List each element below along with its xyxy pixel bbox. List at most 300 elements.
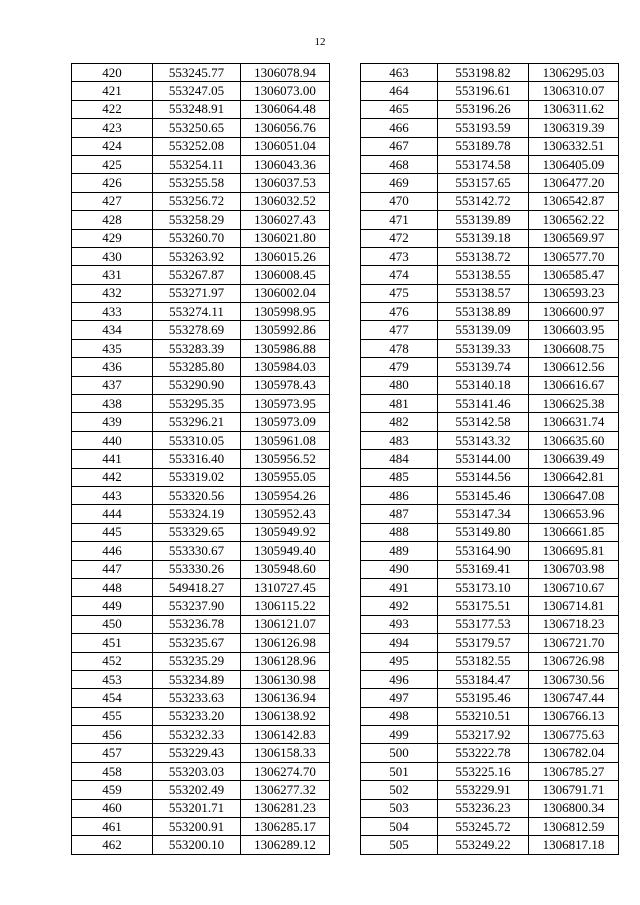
point-number-cell: 498 — [361, 707, 438, 725]
point-number-cell: 444 — [72, 505, 153, 523]
y-coordinate-cell: 1310727.45 — [241, 578, 330, 596]
point-number-cell: 442 — [72, 468, 153, 486]
table-row — [72, 542, 330, 560]
x-coordinate-cell: 549418.27 — [153, 578, 241, 596]
y-coordinate-cell: 1306310.07 — [529, 82, 619, 100]
point-number-cell: 499 — [361, 726, 438, 744]
table-row — [361, 505, 619, 523]
y-coordinate-cell: 1306405.09 — [529, 155, 619, 173]
table-row — [72, 266, 330, 284]
y-coordinate-cell: 1306747.44 — [529, 689, 619, 707]
x-coordinate-cell: 553233.20 — [153, 707, 241, 725]
table-row — [361, 339, 619, 357]
point-number-cell: 443 — [72, 486, 153, 504]
point-number-cell: 436 — [72, 358, 153, 376]
point-number-cell: 446 — [72, 542, 153, 560]
point-number-cell: 447 — [72, 560, 153, 578]
x-coordinate-cell: 553164.90 — [438, 542, 529, 560]
x-coordinate-cell: 553200.10 — [153, 836, 241, 854]
point-number-cell: 483 — [361, 431, 438, 449]
table-row — [72, 523, 330, 541]
y-coordinate-cell: 1305949.40 — [241, 542, 330, 560]
table-row — [72, 597, 330, 615]
point-number-cell: 448 — [72, 578, 153, 596]
x-coordinate-cell: 553271.97 — [153, 284, 241, 302]
point-number-cell: 421 — [72, 82, 153, 100]
y-coordinate-cell: 1306600.97 — [529, 303, 619, 321]
point-number-cell: 434 — [72, 321, 153, 339]
point-number-cell: 449 — [72, 597, 153, 615]
y-coordinate-cell: 1306800.34 — [529, 799, 619, 817]
x-coordinate-cell: 553245.72 — [438, 818, 529, 836]
point-number-cell: 459 — [72, 781, 153, 799]
table-row — [72, 762, 330, 780]
point-number-cell: 458 — [72, 762, 153, 780]
y-coordinate-cell: 1305948.60 — [241, 560, 330, 578]
point-number-cell: 428 — [72, 211, 153, 229]
x-coordinate-cell: 553260.70 — [153, 229, 241, 247]
x-coordinate-cell: 553236.78 — [153, 615, 241, 633]
table-row — [72, 560, 330, 578]
y-coordinate-cell: 1305961.08 — [241, 431, 330, 449]
y-coordinate-cell: 1306064.48 — [241, 100, 330, 118]
table-row — [361, 542, 619, 560]
point-number-cell: 452 — [72, 652, 153, 670]
x-coordinate-cell: 553138.57 — [438, 284, 529, 302]
x-coordinate-cell: 553138.55 — [438, 266, 529, 284]
table-row — [72, 358, 330, 376]
y-coordinate-cell: 1306817.18 — [529, 836, 619, 854]
table-row — [72, 284, 330, 302]
table-row — [72, 64, 330, 82]
x-coordinate-cell: 553139.18 — [438, 229, 529, 247]
point-number-cell: 470 — [361, 192, 438, 210]
table-row — [361, 615, 619, 633]
y-coordinate-cell: 1306782.04 — [529, 744, 619, 762]
y-coordinate-cell: 1306766.13 — [529, 707, 619, 725]
table-row — [361, 119, 619, 137]
x-coordinate-cell: 553174.58 — [438, 155, 529, 173]
table-row — [72, 836, 330, 854]
table-row — [361, 597, 619, 615]
y-coordinate-cell: 1306710.67 — [529, 578, 619, 596]
point-number-cell: 484 — [361, 450, 438, 468]
y-coordinate-cell: 1305986.88 — [241, 339, 330, 357]
x-coordinate-cell: 553147.34 — [438, 505, 529, 523]
point-number-cell: 462 — [72, 836, 153, 854]
y-coordinate-cell: 1305992.86 — [241, 321, 330, 339]
point-number-cell: 480 — [361, 376, 438, 394]
point-number-cell: 441 — [72, 450, 153, 468]
y-coordinate-cell: 1306285.17 — [241, 818, 330, 836]
table-row — [72, 450, 330, 468]
table-row — [72, 468, 330, 486]
table-row — [361, 303, 619, 321]
y-coordinate-cell: 1306289.12 — [241, 836, 330, 854]
point-number-cell: 496 — [361, 670, 438, 688]
point-number-cell: 471 — [361, 211, 438, 229]
point-number-cell: 440 — [72, 431, 153, 449]
y-coordinate-cell: 1306661.85 — [529, 523, 619, 541]
x-coordinate-cell: 553324.19 — [153, 505, 241, 523]
table-row — [361, 321, 619, 339]
table-row — [72, 119, 330, 137]
point-number-cell: 505 — [361, 836, 438, 854]
table-row — [361, 247, 619, 265]
x-coordinate-cell: 553142.72 — [438, 192, 529, 210]
y-coordinate-cell: 1306477.20 — [529, 174, 619, 192]
table-row — [72, 652, 330, 670]
x-coordinate-cell: 553179.57 — [438, 634, 529, 652]
y-coordinate-cell: 1306703.98 — [529, 560, 619, 578]
x-coordinate-cell: 553177.53 — [438, 615, 529, 633]
point-number-cell: 453 — [72, 670, 153, 688]
x-coordinate-cell: 553139.33 — [438, 339, 529, 357]
x-coordinate-cell: 553173.10 — [438, 578, 529, 596]
point-number-cell: 465 — [361, 100, 438, 118]
x-coordinate-cell: 553283.39 — [153, 339, 241, 357]
point-number-cell: 494 — [361, 634, 438, 652]
x-coordinate-cell: 553225.16 — [438, 762, 529, 780]
x-coordinate-cell: 553247.05 — [153, 82, 241, 100]
point-number-cell: 420 — [72, 64, 153, 82]
y-coordinate-cell: 1306730.56 — [529, 670, 619, 688]
x-coordinate-cell: 553319.02 — [153, 468, 241, 486]
y-coordinate-cell: 1306718.23 — [529, 615, 619, 633]
table-row — [72, 615, 330, 633]
x-coordinate-cell: 553149.80 — [438, 523, 529, 541]
x-coordinate-cell: 553330.26 — [153, 560, 241, 578]
x-coordinate-cell: 553330.67 — [153, 542, 241, 560]
point-number-cell: 495 — [361, 652, 438, 670]
table-row — [72, 174, 330, 192]
table-row — [72, 486, 330, 504]
x-coordinate-cell: 553229.91 — [438, 781, 529, 799]
x-coordinate-cell: 553198.82 — [438, 64, 529, 82]
table-row — [361, 358, 619, 376]
point-number-cell: 455 — [72, 707, 153, 725]
y-coordinate-cell: 1306073.00 — [241, 82, 330, 100]
table-row — [72, 431, 330, 449]
y-coordinate-cell: 1306647.08 — [529, 486, 619, 504]
point-number-cell: 435 — [72, 339, 153, 357]
x-coordinate-cell: 553274.11 — [153, 303, 241, 321]
table-row — [72, 799, 330, 817]
table-row — [361, 634, 619, 652]
point-number-cell: 439 — [72, 413, 153, 431]
y-coordinate-cell: 1306332.51 — [529, 137, 619, 155]
y-coordinate-cell: 1306562.22 — [529, 211, 619, 229]
table-row — [72, 634, 330, 652]
table-row — [361, 82, 619, 100]
table-row — [361, 376, 619, 394]
y-coordinate-cell: 1306115.22 — [241, 597, 330, 615]
y-coordinate-cell: 1305954.26 — [241, 486, 330, 504]
x-coordinate-cell: 553157.65 — [438, 174, 529, 192]
table-row — [72, 137, 330, 155]
point-number-cell: 486 — [361, 486, 438, 504]
x-coordinate-cell: 553278.69 — [153, 321, 241, 339]
y-coordinate-cell: 1305973.09 — [241, 413, 330, 431]
x-coordinate-cell: 553249.22 — [438, 836, 529, 854]
point-number-cell: 493 — [361, 615, 438, 633]
table-row — [361, 229, 619, 247]
y-coordinate-cell: 1306542.87 — [529, 192, 619, 210]
x-coordinate-cell: 553258.29 — [153, 211, 241, 229]
coordinates-table-left — [71, 63, 330, 855]
table-row — [361, 836, 619, 854]
x-coordinate-cell: 553310.05 — [153, 431, 241, 449]
point-number-cell: 481 — [361, 395, 438, 413]
point-number-cell: 482 — [361, 413, 438, 431]
table-row — [361, 818, 619, 836]
y-coordinate-cell: 1305956.52 — [241, 450, 330, 468]
table-row — [361, 211, 619, 229]
x-coordinate-cell: 553140.18 — [438, 376, 529, 394]
y-coordinate-cell: 1306785.27 — [529, 762, 619, 780]
page-number: 12 — [314, 36, 326, 48]
point-number-cell: 476 — [361, 303, 438, 321]
y-coordinate-cell: 1306577.70 — [529, 247, 619, 265]
point-number-cell: 477 — [361, 321, 438, 339]
table-row — [72, 818, 330, 836]
x-coordinate-cell: 553144.56 — [438, 468, 529, 486]
y-coordinate-cell: 1306142.83 — [241, 726, 330, 744]
table-row — [72, 211, 330, 229]
point-number-cell: 426 — [72, 174, 153, 192]
x-coordinate-cell: 553232.33 — [153, 726, 241, 744]
table-row — [361, 670, 619, 688]
y-coordinate-cell: 1306126.98 — [241, 634, 330, 652]
table-row — [361, 266, 619, 284]
x-coordinate-cell: 553139.09 — [438, 321, 529, 339]
table-row — [72, 670, 330, 688]
y-coordinate-cell: 1306714.81 — [529, 597, 619, 615]
x-coordinate-cell: 553175.51 — [438, 597, 529, 615]
table-row — [72, 707, 330, 725]
table-row — [72, 303, 330, 321]
y-coordinate-cell: 1306631.74 — [529, 413, 619, 431]
x-coordinate-cell: 553169.41 — [438, 560, 529, 578]
table-row — [361, 744, 619, 762]
x-coordinate-cell: 553248.91 — [153, 100, 241, 118]
x-coordinate-cell: 553245.77 — [153, 64, 241, 82]
x-coordinate-cell: 553252.08 — [153, 137, 241, 155]
x-coordinate-cell: 553263.92 — [153, 247, 241, 265]
point-number-cell: 464 — [361, 82, 438, 100]
x-coordinate-cell: 553320.56 — [153, 486, 241, 504]
x-coordinate-cell: 553200.91 — [153, 818, 241, 836]
table-row — [361, 100, 619, 118]
table-row — [72, 689, 330, 707]
y-coordinate-cell: 1306021.80 — [241, 229, 330, 247]
table-row — [72, 100, 330, 118]
coordinates-table-right — [360, 63, 619, 855]
x-coordinate-cell: 553235.29 — [153, 652, 241, 670]
x-coordinate-cell: 553250.65 — [153, 119, 241, 137]
point-number-cell: 489 — [361, 542, 438, 560]
table-row — [361, 174, 619, 192]
x-coordinate-cell: 553201.71 — [153, 799, 241, 817]
table-row — [72, 744, 330, 762]
table-row — [72, 726, 330, 744]
y-coordinate-cell: 1305998.95 — [241, 303, 330, 321]
x-coordinate-cell: 553138.89 — [438, 303, 529, 321]
table-row — [72, 339, 330, 357]
y-coordinate-cell: 1306311.62 — [529, 100, 619, 118]
x-coordinate-cell: 553141.46 — [438, 395, 529, 413]
point-number-cell: 478 — [361, 339, 438, 357]
y-coordinate-cell: 1306008.45 — [241, 266, 330, 284]
point-number-cell: 425 — [72, 155, 153, 173]
table-row — [361, 284, 619, 302]
x-coordinate-cell: 553193.59 — [438, 119, 529, 137]
y-coordinate-cell: 1306043.36 — [241, 155, 330, 173]
x-coordinate-cell: 553267.87 — [153, 266, 241, 284]
y-coordinate-cell: 1306277.32 — [241, 781, 330, 799]
point-number-cell: 497 — [361, 689, 438, 707]
table-row — [72, 229, 330, 247]
table-row — [361, 523, 619, 541]
table-row — [361, 450, 619, 468]
y-coordinate-cell: 1306037.53 — [241, 174, 330, 192]
x-coordinate-cell: 553196.26 — [438, 100, 529, 118]
y-coordinate-cell: 1306128.96 — [241, 652, 330, 670]
table-row — [361, 707, 619, 725]
table-row — [361, 64, 619, 82]
table-row — [361, 762, 619, 780]
x-coordinate-cell: 553217.92 — [438, 726, 529, 744]
y-coordinate-cell: 1306635.60 — [529, 431, 619, 449]
x-coordinate-cell: 553255.58 — [153, 174, 241, 192]
y-coordinate-cell: 1306295.03 — [529, 64, 619, 82]
point-number-cell: 430 — [72, 247, 153, 265]
point-number-cell: 469 — [361, 174, 438, 192]
table-row — [72, 155, 330, 173]
x-coordinate-cell: 553139.74 — [438, 358, 529, 376]
table-row — [361, 781, 619, 799]
y-coordinate-cell: 1305952.43 — [241, 505, 330, 523]
point-number-cell: 427 — [72, 192, 153, 210]
y-coordinate-cell: 1306653.96 — [529, 505, 619, 523]
y-coordinate-cell: 1305984.03 — [241, 358, 330, 376]
y-coordinate-cell: 1306319.39 — [529, 119, 619, 137]
x-coordinate-cell: 553189.78 — [438, 137, 529, 155]
point-number-cell: 472 — [361, 229, 438, 247]
point-number-cell: 479 — [361, 358, 438, 376]
x-coordinate-cell: 553256.72 — [153, 192, 241, 210]
x-coordinate-cell: 553295.35 — [153, 395, 241, 413]
table-row — [361, 395, 619, 413]
table-row — [72, 505, 330, 523]
y-coordinate-cell: 1306603.95 — [529, 321, 619, 339]
y-coordinate-cell: 1306136.94 — [241, 689, 330, 707]
point-number-cell: 474 — [361, 266, 438, 284]
y-coordinate-cell: 1306032.52 — [241, 192, 330, 210]
table-row — [361, 137, 619, 155]
x-coordinate-cell: 553285.80 — [153, 358, 241, 376]
y-coordinate-cell: 1306027.43 — [241, 211, 330, 229]
y-coordinate-cell: 1306274.70 — [241, 762, 330, 780]
x-coordinate-cell: 553210.51 — [438, 707, 529, 725]
x-coordinate-cell: 553329.65 — [153, 523, 241, 541]
point-number-cell: 500 — [361, 744, 438, 762]
point-number-cell: 445 — [72, 523, 153, 541]
y-coordinate-cell: 1306585.47 — [529, 266, 619, 284]
y-coordinate-cell: 1306138.92 — [241, 707, 330, 725]
y-coordinate-cell: 1306612.56 — [529, 358, 619, 376]
point-number-cell: 454 — [72, 689, 153, 707]
x-coordinate-cell: 553143.32 — [438, 431, 529, 449]
y-coordinate-cell: 1306121.07 — [241, 615, 330, 633]
x-coordinate-cell: 553138.72 — [438, 247, 529, 265]
point-number-cell: 424 — [72, 137, 153, 155]
point-number-cell: 422 — [72, 100, 153, 118]
x-coordinate-cell: 553236.23 — [438, 799, 529, 817]
point-number-cell: 490 — [361, 560, 438, 578]
table-row — [361, 560, 619, 578]
x-coordinate-cell: 553195.46 — [438, 689, 529, 707]
table-row — [72, 321, 330, 339]
x-coordinate-cell: 553139.89 — [438, 211, 529, 229]
x-coordinate-cell: 553142.58 — [438, 413, 529, 431]
y-coordinate-cell: 1306608.75 — [529, 339, 619, 357]
y-coordinate-cell: 1305949.92 — [241, 523, 330, 541]
y-coordinate-cell: 1306791.71 — [529, 781, 619, 799]
table-row — [361, 413, 619, 431]
point-number-cell: 492 — [361, 597, 438, 615]
point-number-cell: 503 — [361, 799, 438, 817]
x-coordinate-cell: 553144.00 — [438, 450, 529, 468]
table-row — [361, 431, 619, 449]
table-row — [72, 413, 330, 431]
point-number-cell: 437 — [72, 376, 153, 394]
point-number-cell: 450 — [72, 615, 153, 633]
x-coordinate-cell: 553202.49 — [153, 781, 241, 799]
y-coordinate-cell: 1306642.81 — [529, 468, 619, 486]
y-coordinate-cell: 1306625.38 — [529, 395, 619, 413]
point-number-cell: 488 — [361, 523, 438, 541]
table-row — [361, 689, 619, 707]
x-coordinate-cell: 553203.03 — [153, 762, 241, 780]
point-number-cell: 457 — [72, 744, 153, 762]
table-row — [361, 468, 619, 486]
x-coordinate-cell: 553235.67 — [153, 634, 241, 652]
point-number-cell: 467 — [361, 137, 438, 155]
point-number-cell: 473 — [361, 247, 438, 265]
point-number-cell: 468 — [361, 155, 438, 173]
y-coordinate-cell: 1306281.23 — [241, 799, 330, 817]
x-coordinate-cell: 553196.61 — [438, 82, 529, 100]
point-number-cell: 432 — [72, 284, 153, 302]
y-coordinate-cell: 1306158.33 — [241, 744, 330, 762]
point-number-cell: 485 — [361, 468, 438, 486]
point-number-cell: 502 — [361, 781, 438, 799]
y-coordinate-cell: 1306015.26 — [241, 247, 330, 265]
table-row — [361, 192, 619, 210]
table-row — [361, 155, 619, 173]
y-coordinate-cell: 1306051.04 — [241, 137, 330, 155]
table-row — [361, 726, 619, 744]
y-coordinate-cell: 1306130.98 — [241, 670, 330, 688]
y-coordinate-cell: 1306078.94 — [241, 64, 330, 82]
y-coordinate-cell: 1306639.49 — [529, 450, 619, 468]
point-number-cell: 438 — [72, 395, 153, 413]
point-number-cell: 460 — [72, 799, 153, 817]
y-coordinate-cell: 1305955.05 — [241, 468, 330, 486]
point-number-cell: 475 — [361, 284, 438, 302]
table-row — [361, 799, 619, 817]
